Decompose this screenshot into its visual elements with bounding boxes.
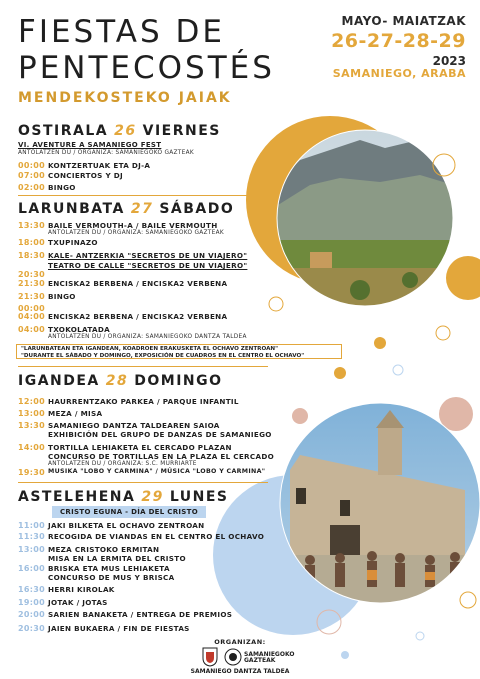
event-time: 21:30 bbox=[18, 279, 45, 288]
event-desc: BRISKA ETA MUS LEHIAKETA bbox=[48, 564, 170, 573]
friday-event bbox=[18, 161, 150, 170]
event-desc: SAMANIEGO DANTZA TALDEAREN SAIOA bbox=[48, 421, 220, 430]
event-time: 07:00 bbox=[18, 171, 45, 180]
saturday-event bbox=[18, 325, 247, 340]
ring-2 bbox=[436, 326, 450, 340]
divider bbox=[18, 366, 268, 367]
sunday-event bbox=[18, 421, 220, 430]
event-time: 20:30 bbox=[18, 270, 45, 279]
fest-title bbox=[18, 141, 161, 149]
monday-heading bbox=[18, 489, 229, 505]
event-desc: CONCURSO DE MUS Y BRISCA bbox=[48, 573, 175, 582]
event-org: ANTOLATZEN DU / ORGANIZA: S.C. MURRIARTE bbox=[48, 461, 197, 467]
event-desc: KONTZERTUAK ETA DJ-A bbox=[48, 161, 151, 170]
event-time: 13:30 bbox=[18, 221, 45, 230]
monday-num: 29 bbox=[141, 489, 164, 505]
monday-event bbox=[18, 545, 159, 554]
event-time: 20:30 bbox=[18, 624, 45, 633]
saturday-event bbox=[18, 312, 227, 321]
orange-dot-1 bbox=[374, 337, 386, 349]
event-desc: HAURRENTZAKO PARKEA / PARQUE INFANTIL bbox=[48, 397, 239, 406]
title-line-1: FIESTAS DE bbox=[18, 14, 225, 50]
fest-org-text: ANTOLATZEN DU / ORGANIZA: SAMANIEGOKO GAZTEAK bbox=[18, 150, 194, 156]
monday-event bbox=[18, 554, 186, 563]
ring-bottom-3 bbox=[460, 592, 476, 608]
note-line-2: "DURANTE EL SÁBADO Y DOMINGO, EXPOSICIÓN DE CUADROS EN EL CENTRO EL OCHAVO" bbox=[21, 353, 305, 359]
saturday-label-eu: LARUNBATA bbox=[18, 201, 125, 217]
title-line-2: PENTECOSTÉS bbox=[18, 50, 275, 86]
friday-label-eu: OSTIRALA bbox=[18, 123, 109, 139]
blue-dot-bottom-1 bbox=[341, 651, 349, 659]
event-time: 20:00 bbox=[18, 610, 45, 619]
ring-3 bbox=[433, 154, 455, 176]
event-time: 19:00 bbox=[18, 598, 45, 607]
saturday-event bbox=[18, 292, 76, 301]
event-desc: JOTAK / JOTAS bbox=[48, 598, 108, 607]
saturday-event bbox=[18, 221, 224, 236]
event-desc: BAILE VERMOUTH-A / BAILE VERMOUTH bbox=[48, 221, 218, 230]
friday-heading bbox=[18, 123, 221, 139]
pink-dot-1 bbox=[292, 408, 308, 424]
event-desc: KALE- ANTZERKIA "SECRETOS DE UN VIAJERO" bbox=[48, 251, 248, 260]
event-desc: JAIEN BUKAERA / FIN DE FIESTAS bbox=[48, 624, 190, 633]
sponsor-gazteak: SAMANIEGOKO GAZTEAK bbox=[244, 651, 295, 664]
event-desc: RECOGIDA DE VIANDAS EN EL CENTRO EL OCHAVO bbox=[48, 532, 265, 541]
month-label: MAYO- MAIATZAK bbox=[341, 14, 466, 28]
sunday-event bbox=[18, 443, 232, 452]
sunday-event bbox=[18, 409, 102, 418]
exhibition-note bbox=[16, 344, 342, 359]
sunday-label-es: DOMINGO bbox=[134, 373, 223, 389]
saturday-event bbox=[18, 270, 48, 279]
fest-org bbox=[18, 150, 194, 156]
orange-dot-right bbox=[446, 256, 480, 300]
sunday-event bbox=[18, 468, 265, 477]
event-desc: MEZA CRISTOKO ERMITAN bbox=[48, 545, 160, 554]
event-desc: EXHIBICIÓN DEL GRUPO DE DANZAS DE SAMANIEGO bbox=[48, 430, 272, 439]
monday-label-eu: ASTELEHENA bbox=[18, 489, 136, 505]
divider bbox=[18, 195, 268, 196]
friday-num: 26 bbox=[114, 123, 137, 139]
sunday-num: 28 bbox=[105, 373, 129, 389]
monday-event bbox=[18, 573, 175, 582]
event-desc: BINGO bbox=[48, 292, 76, 301]
monday-event bbox=[18, 598, 108, 607]
event-desc: BINGO bbox=[48, 183, 76, 192]
monday-label-es: LUNES bbox=[169, 489, 229, 505]
event-org: ANTOLATZEN DU / ORGANIZA: SAMANIEGOKO DANTZA TALDEA bbox=[48, 334, 247, 340]
event-time: 04:00 bbox=[18, 325, 45, 334]
event-time: 11:30 bbox=[18, 532, 45, 541]
event-time: 18:00 bbox=[18, 238, 45, 247]
event-desc: ENCISKA2 BERBENA / ENCISKA2 VERBENA bbox=[48, 279, 228, 288]
shield-icon bbox=[202, 647, 218, 667]
saturday-event bbox=[18, 261, 247, 270]
organizan-label: ORGANIZAN: bbox=[214, 638, 266, 646]
event-desc: SARIEN BANAKETA / ENTREGA DE PREMIOS bbox=[48, 610, 233, 619]
event-org: ANTOLATZEN DU / ORGANIZA: SAMANIEGOKO GAZTEAK bbox=[48, 230, 224, 236]
blue-ring bbox=[393, 365, 403, 375]
event-time: 18:30 bbox=[18, 251, 45, 260]
gazteak-logo-icon bbox=[224, 648, 242, 666]
monday-event bbox=[18, 564, 170, 573]
sunday-event bbox=[18, 397, 239, 406]
days-label: 26-27-28-29 bbox=[331, 30, 466, 52]
saturday-event bbox=[18, 279, 227, 288]
monday-event bbox=[18, 521, 205, 530]
event-time: 00:00 bbox=[18, 304, 45, 313]
event-time: 13:30 bbox=[18, 421, 45, 430]
cristo-badge: CRISTO EGUNA - DÍA DEL CRISTO bbox=[52, 506, 206, 518]
sunday-event bbox=[18, 430, 272, 439]
event-desc: TXUPINAZO bbox=[48, 238, 98, 247]
event-time: 21:30 bbox=[18, 292, 45, 301]
event-time: 04:00 bbox=[18, 312, 45, 321]
friday-event bbox=[18, 171, 123, 180]
monday-event bbox=[18, 585, 115, 594]
event-time: 11:00 bbox=[18, 521, 45, 530]
friday-label-es: VIERNES bbox=[142, 123, 221, 139]
friday-event bbox=[18, 183, 76, 192]
event-desc: TXOKOLATADA bbox=[48, 325, 110, 334]
event-time: 13:00 bbox=[18, 409, 45, 418]
subtitle: MENDEKOSTEKO JAIAK bbox=[18, 90, 232, 106]
ring-1 bbox=[269, 297, 283, 311]
event-desc: CONCURSO DE TORTILLAS EN LA PLAZA EL CERCADO bbox=[48, 452, 274, 461]
event-desc: JAKI BILKETA EL OCHAVO ZENTROAN bbox=[48, 521, 205, 530]
monday-event bbox=[18, 532, 264, 541]
saturday-label-es: SÁBADO bbox=[159, 201, 235, 217]
event-time: 02:00 bbox=[18, 183, 45, 192]
saturday-event bbox=[18, 238, 98, 247]
event-time: 13:00 bbox=[18, 545, 45, 554]
event-desc: ENCISKA2 BERBENA / ENCISKA2 VERBENA bbox=[48, 312, 228, 321]
event-time: 19:30 bbox=[18, 468, 45, 477]
sunday-label-eu: IGANDEA bbox=[18, 373, 100, 389]
event-desc: TEATRO DE CALLE "SECRETOS DE UN VIAJERO" bbox=[48, 261, 248, 270]
event-desc: CONCIERTOS Y DJ bbox=[48, 171, 124, 180]
event-desc: TORTILLA LEHIAKETA EL CERCADO PLAZAN bbox=[48, 443, 232, 452]
orange-dot-2 bbox=[334, 367, 346, 379]
fest-title-text: VI. AVENTURE A SAMANIEGO FEST bbox=[18, 141, 162, 149]
event-time: 14:00 bbox=[18, 443, 45, 452]
saturday-num: 27 bbox=[130, 201, 154, 217]
event-time: 12:00 bbox=[18, 397, 45, 406]
event-desc: MEZA / MISA bbox=[48, 409, 103, 418]
event-time: 16:30 bbox=[18, 585, 45, 594]
divider bbox=[18, 482, 268, 483]
sunday-event bbox=[18, 452, 274, 467]
event-time: 00:00 bbox=[18, 161, 45, 170]
event-time: 16:00 bbox=[18, 564, 45, 573]
monday-event bbox=[18, 624, 190, 633]
sunday-heading bbox=[18, 373, 223, 389]
monday-event bbox=[18, 610, 232, 619]
sponsor-dantza: SAMANIEGO DANTZA TALDEA bbox=[190, 668, 290, 675]
event-desc: HERRI KIROLAK bbox=[48, 585, 115, 594]
saturday-heading bbox=[18, 201, 234, 217]
place-label: SAMANIEGO, ARABA bbox=[332, 67, 466, 80]
saturday-event bbox=[18, 251, 247, 260]
event-desc: MUSIKA "LOBO Y CARMINA" / MÚSICA "LOBO Y CARMINA" bbox=[48, 468, 266, 475]
note-line-1: "LARUNBATEAN ETA IGANDEAN, KOADROEN ERAKUSKETA EL OCHAVO ZENTROAN" bbox=[21, 346, 279, 352]
year-label: 2023 bbox=[432, 54, 466, 68]
event-desc: MISA EN LA ERMITA DEL CRISTO bbox=[48, 554, 186, 563]
